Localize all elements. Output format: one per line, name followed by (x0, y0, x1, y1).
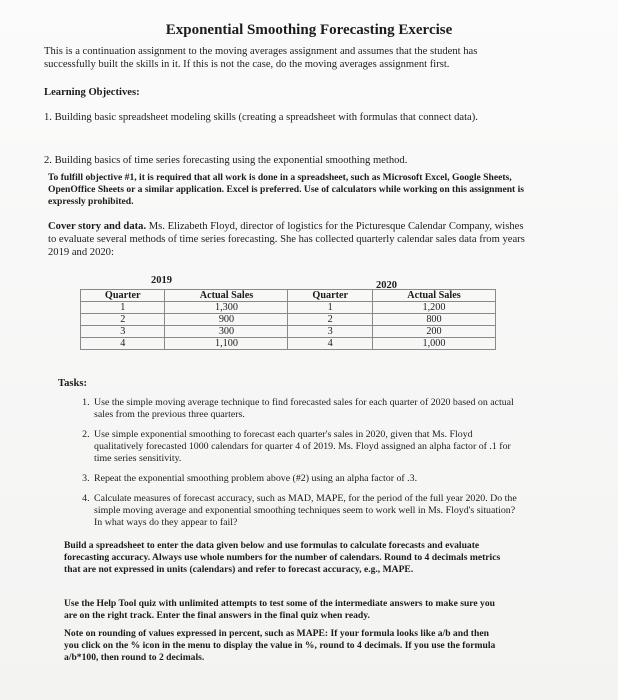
document-title: Exponential Smoothing Forecasting Exercise (165, 22, 453, 38)
objective-1: 1. Building basic spreadsheet modeling skills (creating a spreadsheet with formulas that connect data). (44, 112, 478, 123)
table-row (81, 338, 496, 350)
cell-sales-2020: 200 (372, 326, 495, 338)
table-row (81, 302, 496, 314)
build-instructions: Build a spreadsheet to enter the data given below and use formulas to calculate forecasts and evaluate forecasting accuracy. Always use whole numbers for the number of calendars. Round to 4 decimals metrics that are not expressed in units (calendars) and refer to forecast accuracy, e.g., MAPE. (64, 540, 501, 575)
cell-sales-2020: 800 (372, 314, 495, 326)
cell-sales-2019: 900 (165, 314, 288, 326)
cover-story-label: Cover story and data. (48, 221, 147, 232)
tasks-heading: Tasks: (58, 378, 88, 389)
header-quarter-2020: Quarter (288, 290, 372, 302)
header-quarter-2019: Quarter (81, 290, 165, 302)
task-item-1: 1. Use the simple moving average technique to find forecasted sales for each quarter of 2020 based on actual sales from the previous three quarters. (92, 397, 522, 421)
task-list (78, 397, 522, 537)
header-sales-2019: Actual Sales (165, 290, 288, 302)
cell-quarter-2020: 2 (288, 314, 372, 326)
table-row (81, 314, 496, 326)
table-header-row (81, 290, 496, 302)
cell-sales-2020: 1,000 (372, 338, 495, 350)
intro-paragraph: This is a continuation assignment to the moving averages assignment and assumes that the student has successfully built the skills in it. If this is not the case, do the moving averages assignment first. (44, 46, 478, 70)
cell-quarter-2019: 2 (81, 314, 165, 326)
cell-quarter-2020: 4 (288, 338, 372, 350)
table-row (81, 326, 496, 338)
task-item-2: 2. Use simple exponential smoothing to forecast each quarter's sales in 2020, given that Ms. Floyd qualitatively forecasted 1000 calendars for quarter 4 of 2019. Ms. Floyd assigned an alpha factor of .1 for time series sensitivity. (92, 429, 522, 465)
cell-sales-2019: 1,300 (165, 302, 288, 314)
cell-sales-2020: 1,200 (372, 302, 495, 314)
task-item-3: 3. Repeat the exponential smoothing problem above (#2) using an alpha factor of .3. (92, 473, 522, 485)
header-sales-2020: Actual Sales (372, 290, 495, 302)
rounding-note: Note on rounding of values expressed in percent, such as MAPE: If your formula looks like a/b and then you click on the % icon in the menu to display the value in %, round to 4 decimals. If you use the formula a/b*100, then round to 2 decimals. (64, 628, 496, 663)
cell-quarter-2020: 1 (288, 302, 372, 314)
learning-objectives-heading: Learning Objectives: (44, 87, 140, 98)
cell-quarter-2020: 3 (288, 326, 372, 338)
cell-sales-2019: 1,100 (165, 338, 288, 350)
year-2020-label: 2020 (376, 280, 397, 291)
requirement-note: To fulfill objective #1, it is required that all work is done in a spreadsheet, such as Microsoft Excel, Google Sheets, OpenOffice Sheets or a similar application. Excel is preferred. Use of calculators while working on this assignment is expressly prohibited. (48, 172, 525, 207)
sales-data-table (80, 289, 496, 350)
cell-quarter-2019: 1 (81, 302, 165, 314)
task-item-4: 4. Calculate measures of forecast accuracy, such as MAD, MAPE, for the period of the full year 2020. Do the simple moving average and exponential smoothing techniques seem to work well in Ms. Floyd's situation? In what ways do they appear to fail? (92, 493, 522, 529)
objective-2: 2. Building basics of time series forecasting using the exponential smoothing method. (44, 155, 408, 166)
cover-story-paragraph (48, 220, 526, 259)
cover-story-text: Ms. Elizabeth Floyd, director of logistics for the Picturesque Calendar Company, wishes to evaluate several methods of time series forecasting. She has collected quarterly calendar sales data from years 2019 and 2020: (48, 221, 525, 258)
cell-quarter-2019: 4 (81, 338, 165, 350)
cell-quarter-2019: 3 (81, 326, 165, 338)
help-tool-note: Use the Help Tool quiz with unlimited attempts to test some of the intermediate answers to make sure you are on the right track. Enter the final answers in the final quiz when ready. (64, 598, 495, 621)
year-2019-label: 2019 (151, 275, 172, 286)
cell-sales-2019: 300 (165, 326, 288, 338)
